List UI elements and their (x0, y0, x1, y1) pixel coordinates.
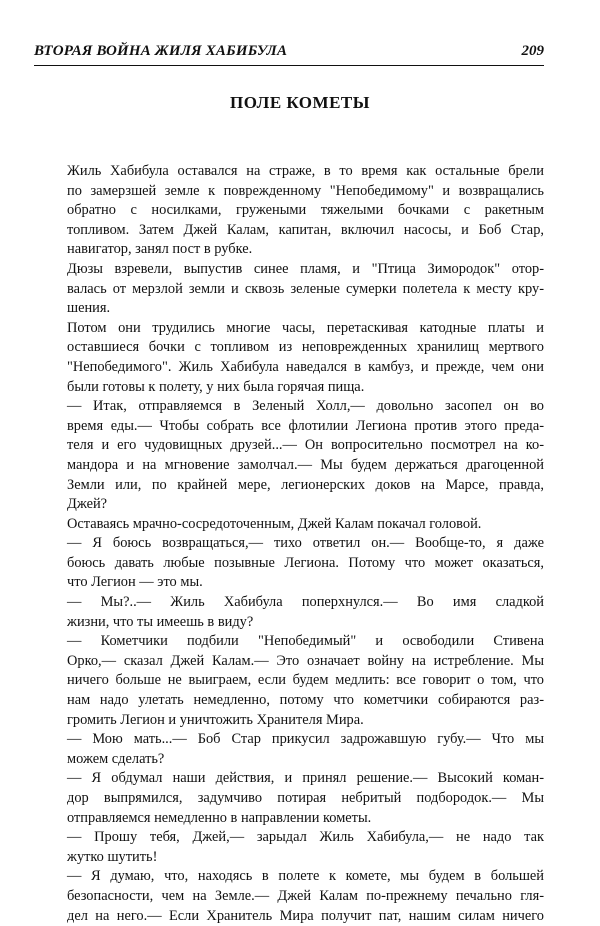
text-line: Дюзы взревели, выпустив синее пламя, и "Птица Зимородок" отор- (67, 260, 544, 277)
text-line: Земли или, по крайней мере, легионерских доков на Марсе, правда, (67, 476, 544, 493)
text-line: боюсь давать любые позывные Легиона. Потому что может оказаться, (67, 554, 544, 571)
text-line: Потом они трудились многие часы, перетаскивая катодные платы и (67, 319, 544, 336)
text-line: Орко,— сказал Джей Калам.— Это означает войну на истребление. Мы (67, 652, 544, 669)
text-line: валась от мерзлой земли и сквозь зеленые сумерки полетела к месту кру- (67, 280, 544, 297)
text-line: — Мою мать...— Боб Стар прикусил задрожавшую губу.— Что мы (67, 731, 544, 748)
text-line: — Итак, отправляемся в Зеленый Холл,— довольно засопел он во (67, 398, 544, 415)
text-line: отправляемся немедленно в направлении кометы. (67, 809, 372, 826)
text-line: — Кометчики подбили "Непобедимый" и освободили Стивена (67, 633, 544, 650)
text-line: можем сделать? (67, 750, 165, 767)
text-line: жизни, что ты имеешь в виду? (67, 613, 254, 630)
text-line: — Я думаю, что, находясь в полете к комете, мы будем в большей (67, 868, 544, 885)
text-line: — Я боюсь возвращаться,— тихо ответил он.— Вообще-то, я даже (67, 535, 544, 552)
text-line: "Непобедимого". Жиль Хабибула наведался в камбуз, и прежде, чем они (67, 358, 544, 375)
text-line: обратно с носилками, гружеными тяжелыми бочками с ракетным (67, 202, 544, 219)
text-line: время еды.— Чтобы собрать все флотилии Легиона против этого преда- (67, 417, 544, 434)
text-line: топливом. Затем Джей Калам, капитан, включил насосы, и Боб Стар, (67, 221, 544, 238)
text-line: — Мы?..— Жиль Хабибула поперхнулся.— Во имя сладкой (67, 594, 544, 611)
text-line: дор выпрямился, задумчиво потирая небритый подбородок.— Мы (67, 790, 544, 806)
text-line: жутко шутить! (67, 848, 158, 865)
text-line: нам надо улетать немедленно, потому что кометчики собираются раз- (67, 692, 544, 709)
header-title: ВТОРАЯ ВОЙНА ЖИЛЯ ХАБИБУЛА (34, 43, 288, 59)
text-line: — Я обдумал наши действия, и принял решение.— Высокий коман- (67, 770, 544, 787)
chapter-title: ПОЛЕ КОМЕТЫ (230, 93, 370, 112)
page-number: 209 (521, 43, 544, 59)
text-line: — Прошу тебя, Джей,— зарыдал Жиль Хабибула,— не надо так (67, 829, 544, 846)
text-line: что Легион — это мы. (67, 574, 203, 591)
running-header (34, 41, 544, 66)
text-line: дел на него.— Если Хранитель Мира получит пат, нашим силам ничего (67, 907, 544, 924)
body-text (67, 162, 544, 926)
text-line: теля и его чудовищных друзей...— Он вопросительно посмотрел на ко- (67, 437, 544, 454)
text-line: были готовы к полету, у них была горячая пища. (67, 378, 365, 395)
text-line: громить Легион и уничтожить Хранителя Мира. (67, 711, 364, 728)
text-line: по замерзшей земле к поврежденному "Непобедимому" и возвращались (67, 182, 544, 199)
text-line: мандора и на мгновение замолчал.— Мы будем держаться драгоценной (67, 456, 544, 473)
text-line: шения. (67, 300, 111, 317)
text-line: Жиль Хабибула оставался на страже, в то время как остальные брели (67, 163, 544, 179)
text-line: навигатор, занял пост в рубке. (67, 241, 253, 258)
text-line: Джей? (67, 496, 108, 513)
text-line: ничего больше не выиграем, если будем медлить: все говорит о том, что (67, 672, 544, 689)
text-line: Оставаясь мрачно-сосредоточенным, Джей Калам покачал головой. (67, 515, 482, 532)
text-line: безопасности, чем на Земле.— Джей Калам по-прежнему печально гля- (67, 887, 544, 904)
text-line: оставшиеся бочки с топливом из неповрежденных хранилищ мертвого (67, 339, 544, 356)
